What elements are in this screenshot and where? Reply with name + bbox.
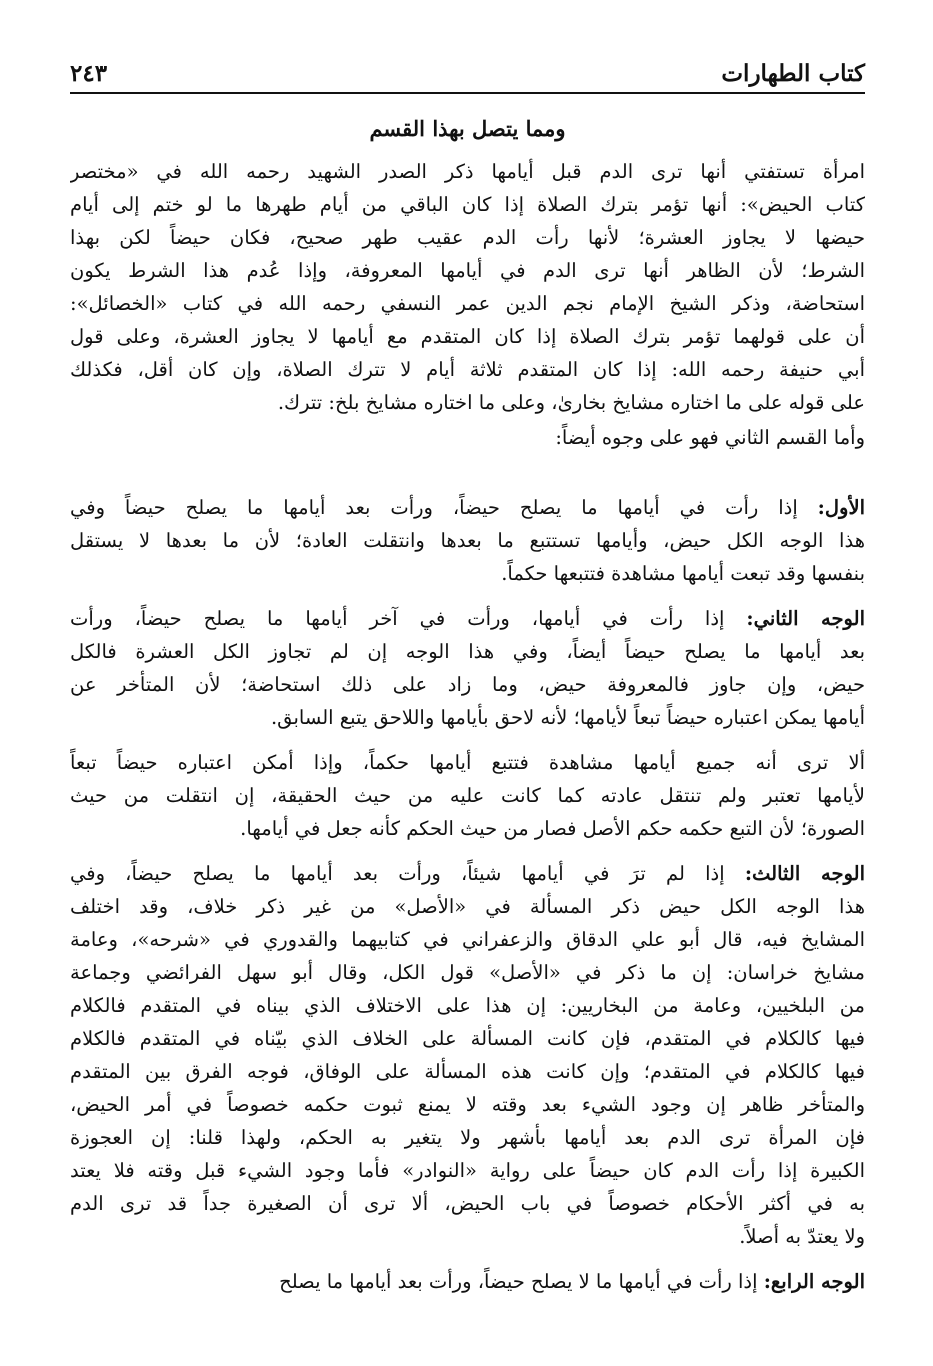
text-line	[70, 188, 865, 222]
text-line	[70, 1055, 865, 1089]
text-line	[70, 524, 865, 558]
line-text: بعد أيامها ما يصلح حيضاً أيضاً، وفي هذا الوجه إن لم تجاوز الكل العشرة فالكل	[70, 640, 865, 663]
line-text: إذا رأت في أيامها ما لا يصلح حيضاً، ورأت بعد أيامها ما يصلح	[279, 1270, 764, 1293]
line-text: هذا الوجه الكل حيض، وأيامها تستتبع ما بعدها وانتقلت العادة؛ لأن ما بعدها لا يستقل	[70, 529, 865, 552]
text-line	[70, 746, 865, 780]
line-text: لأيامها تعتبر ولم تنتقل عادته كما كانت عليه من حيث الحقيقة، إن انتقلت من حيث	[70, 784, 865, 807]
text-line	[70, 1265, 865, 1299]
text-line	[70, 890, 865, 924]
line-text: ولا يعتدّ به أصلاً.	[739, 1225, 865, 1248]
line-text: امرأة تستفتي أنها ترى الدم قبل أيامها ذكر الصدر الشهيد رحمه الله في «مختصر	[70, 160, 865, 183]
line-text: من البلخيين، وعامة من البخاريين: إن هذا على الاختلاف الذي بيناه في المتقدم فالكلام	[70, 994, 865, 1017]
text-line	[70, 421, 865, 455]
line-text: وأما القسم الثاني فهو على وجوه أيضاً:	[555, 426, 865, 449]
line-text: أيامها يمكن اعتباره حيضاً تبعاً لأيامها؛ لأنه لاحق بأيامها واللاحق يتبع السابق.	[270, 706, 865, 729]
text-line	[70, 320, 865, 354]
text-line	[70, 779, 865, 813]
line-text: أبي حنيفة رحمه الله: إذا كان المتقدم ثلاثة أيام لا تترك الصلاة، وإن كان أقل، فكذلك	[70, 358, 865, 381]
line-text: فيها كالكلام في المتقدم، فإن كانت المسألة على الخلاف الذي بيّناه في المتقدم فالكلام	[70, 1027, 865, 1050]
line-text: إذا رأت في أيامها ما يصلح حيضاً، ورأت بعد أيامها ما يصلح حيضاً وفي	[70, 496, 818, 519]
text-line	[70, 491, 865, 525]
text-line	[70, 989, 865, 1023]
line-text: إذا لم ترَ في أيامها شيئاً، ورأت بعد أيامها ما يصلح حيضاً، وفي	[70, 862, 745, 885]
text-line	[70, 635, 865, 669]
line-text: مشايخ خراسان: إن ما ذكر في «الأصل» قول الكل، وقال أبو سهل الفرائضي وجماعة	[70, 961, 865, 984]
line-text: فإن المرأة ترى الدم بعد أيامها بأشهر ولا يتغير به الحكم، ولهذا قلنا: إن العجوزة	[70, 1126, 865, 1149]
line-text: الصورة؛ لأن التبع حكمه حكم الأصل فصار من حيث الحكم كأنه جعل في أيامها.	[240, 817, 865, 840]
line-text: حيض، وإن جاوز فالمعروفة حيض، وما زاد على ذلك استحاضة؛ لأن المتأخر عن	[70, 673, 865, 696]
text-line	[70, 287, 865, 321]
line-text: فيها كالكلام في المتقدم؛ وإن كانت هذه المسألة على الوفاق، فوجه الفرق بين المتقدم	[70, 1060, 865, 1083]
line-text: ألا ترى أنه جميع أيامها مشاهدة فتتبع أيامها حكماً، وإذا أمكن اعتباره حيضاً تبعاً	[70, 751, 865, 774]
paragraph-lead: الوجه الثاني:	[746, 607, 865, 630]
line-text: بنفسها وقد تبعت أيامها مشاهدة فتتبعها حكماً.	[501, 562, 865, 585]
line-text: كتاب الحيض»: أنها تؤمر بترك الصلاة إذا كان الباقي من أيام طهرها ما لو ختم إلى أيام	[70, 193, 865, 216]
paragraph-lead: الوجه الثالث:	[744, 862, 865, 885]
line-text: إذا رأت في أيامها، ورأت في آخر أيامها ما يصلح حيضاً، ورأت	[70, 607, 747, 630]
page-number: ٢٤٣	[70, 60, 108, 87]
line-text: والمتأخر ظاهر إن وجود الشيء بعد وقته لا يمنع ثبوت حكمه خصوصاً في أمر الحيض،	[70, 1093, 865, 1116]
text-line	[70, 1022, 865, 1056]
text-line	[70, 956, 865, 990]
line-text: هذا الوجه الكل حيض ذكر المسألة في «الأصل» من غير ذكر خلاف، وقد اختلف	[70, 895, 865, 918]
section-title: ومما يتصل بهذا القسم	[369, 116, 566, 141]
book-title: كتاب الطهارات	[721, 60, 865, 87]
text-line	[70, 353, 865, 387]
text-line	[70, 1154, 865, 1188]
text-line	[70, 923, 865, 957]
line-text: به في أكثر الأحكام خصوصاً في باب الحيض، ألا ترى أن الصغيرة جداً قد ترى الدم	[70, 1192, 865, 1215]
text-line	[70, 557, 865, 591]
text-line	[70, 221, 865, 255]
paragraph-lead: الأول:	[817, 496, 865, 519]
line-text: الكبيرة إذا رأت الدم كان حيضاً على رواية «النوادر» فأما وجود الشيء قبل وقته فلا يعتد	[70, 1159, 865, 1182]
text-line	[70, 1088, 865, 1122]
text-line	[70, 386, 865, 420]
line-text: المشايخ فيه، قال أبو علي الدقاق والزعفراني في كتابيهما والقدوري في «شرحه»، وعامة	[70, 928, 865, 951]
paragraph-lead: الوجه الرابع:	[763, 1270, 865, 1293]
line-text: الشرط؛ لأن الظاهر أنها ترى الدم في أيامها المعروفة، وإذا عُدم هذا الشرط يكون	[70, 259, 865, 282]
text-line	[70, 1187, 865, 1221]
text-line	[70, 668, 865, 702]
text-line	[70, 701, 865, 735]
text-line	[70, 812, 865, 846]
line-text: حيضها لا يجاوز العشرة؛ لأنها رأت الدم عقيب طهر صحيح، فكان حيضاً لكن بهذا	[70, 226, 865, 249]
text-line	[70, 857, 865, 891]
line-text: أن على قولهما تؤمر بترك الصلاة إذا كان المتقدم مع أيامها لا يجاوز العشرة، وعلى قول	[70, 325, 865, 348]
line-text: على قوله على ما اختاره مشايخ بخارىٰ، وعلى ما اختاره مشايخ بلخ: تترك.	[277, 391, 865, 414]
text-line	[70, 1121, 865, 1155]
text-line	[70, 1220, 865, 1254]
text-line	[70, 155, 865, 189]
text-line	[70, 602, 865, 636]
line-text: استحاضة، وذكر الشيخ الإمام نجم الدين عمر النسفي رحمه الله في كتاب «الخصائل»:	[70, 292, 865, 315]
text-line	[70, 254, 865, 288]
